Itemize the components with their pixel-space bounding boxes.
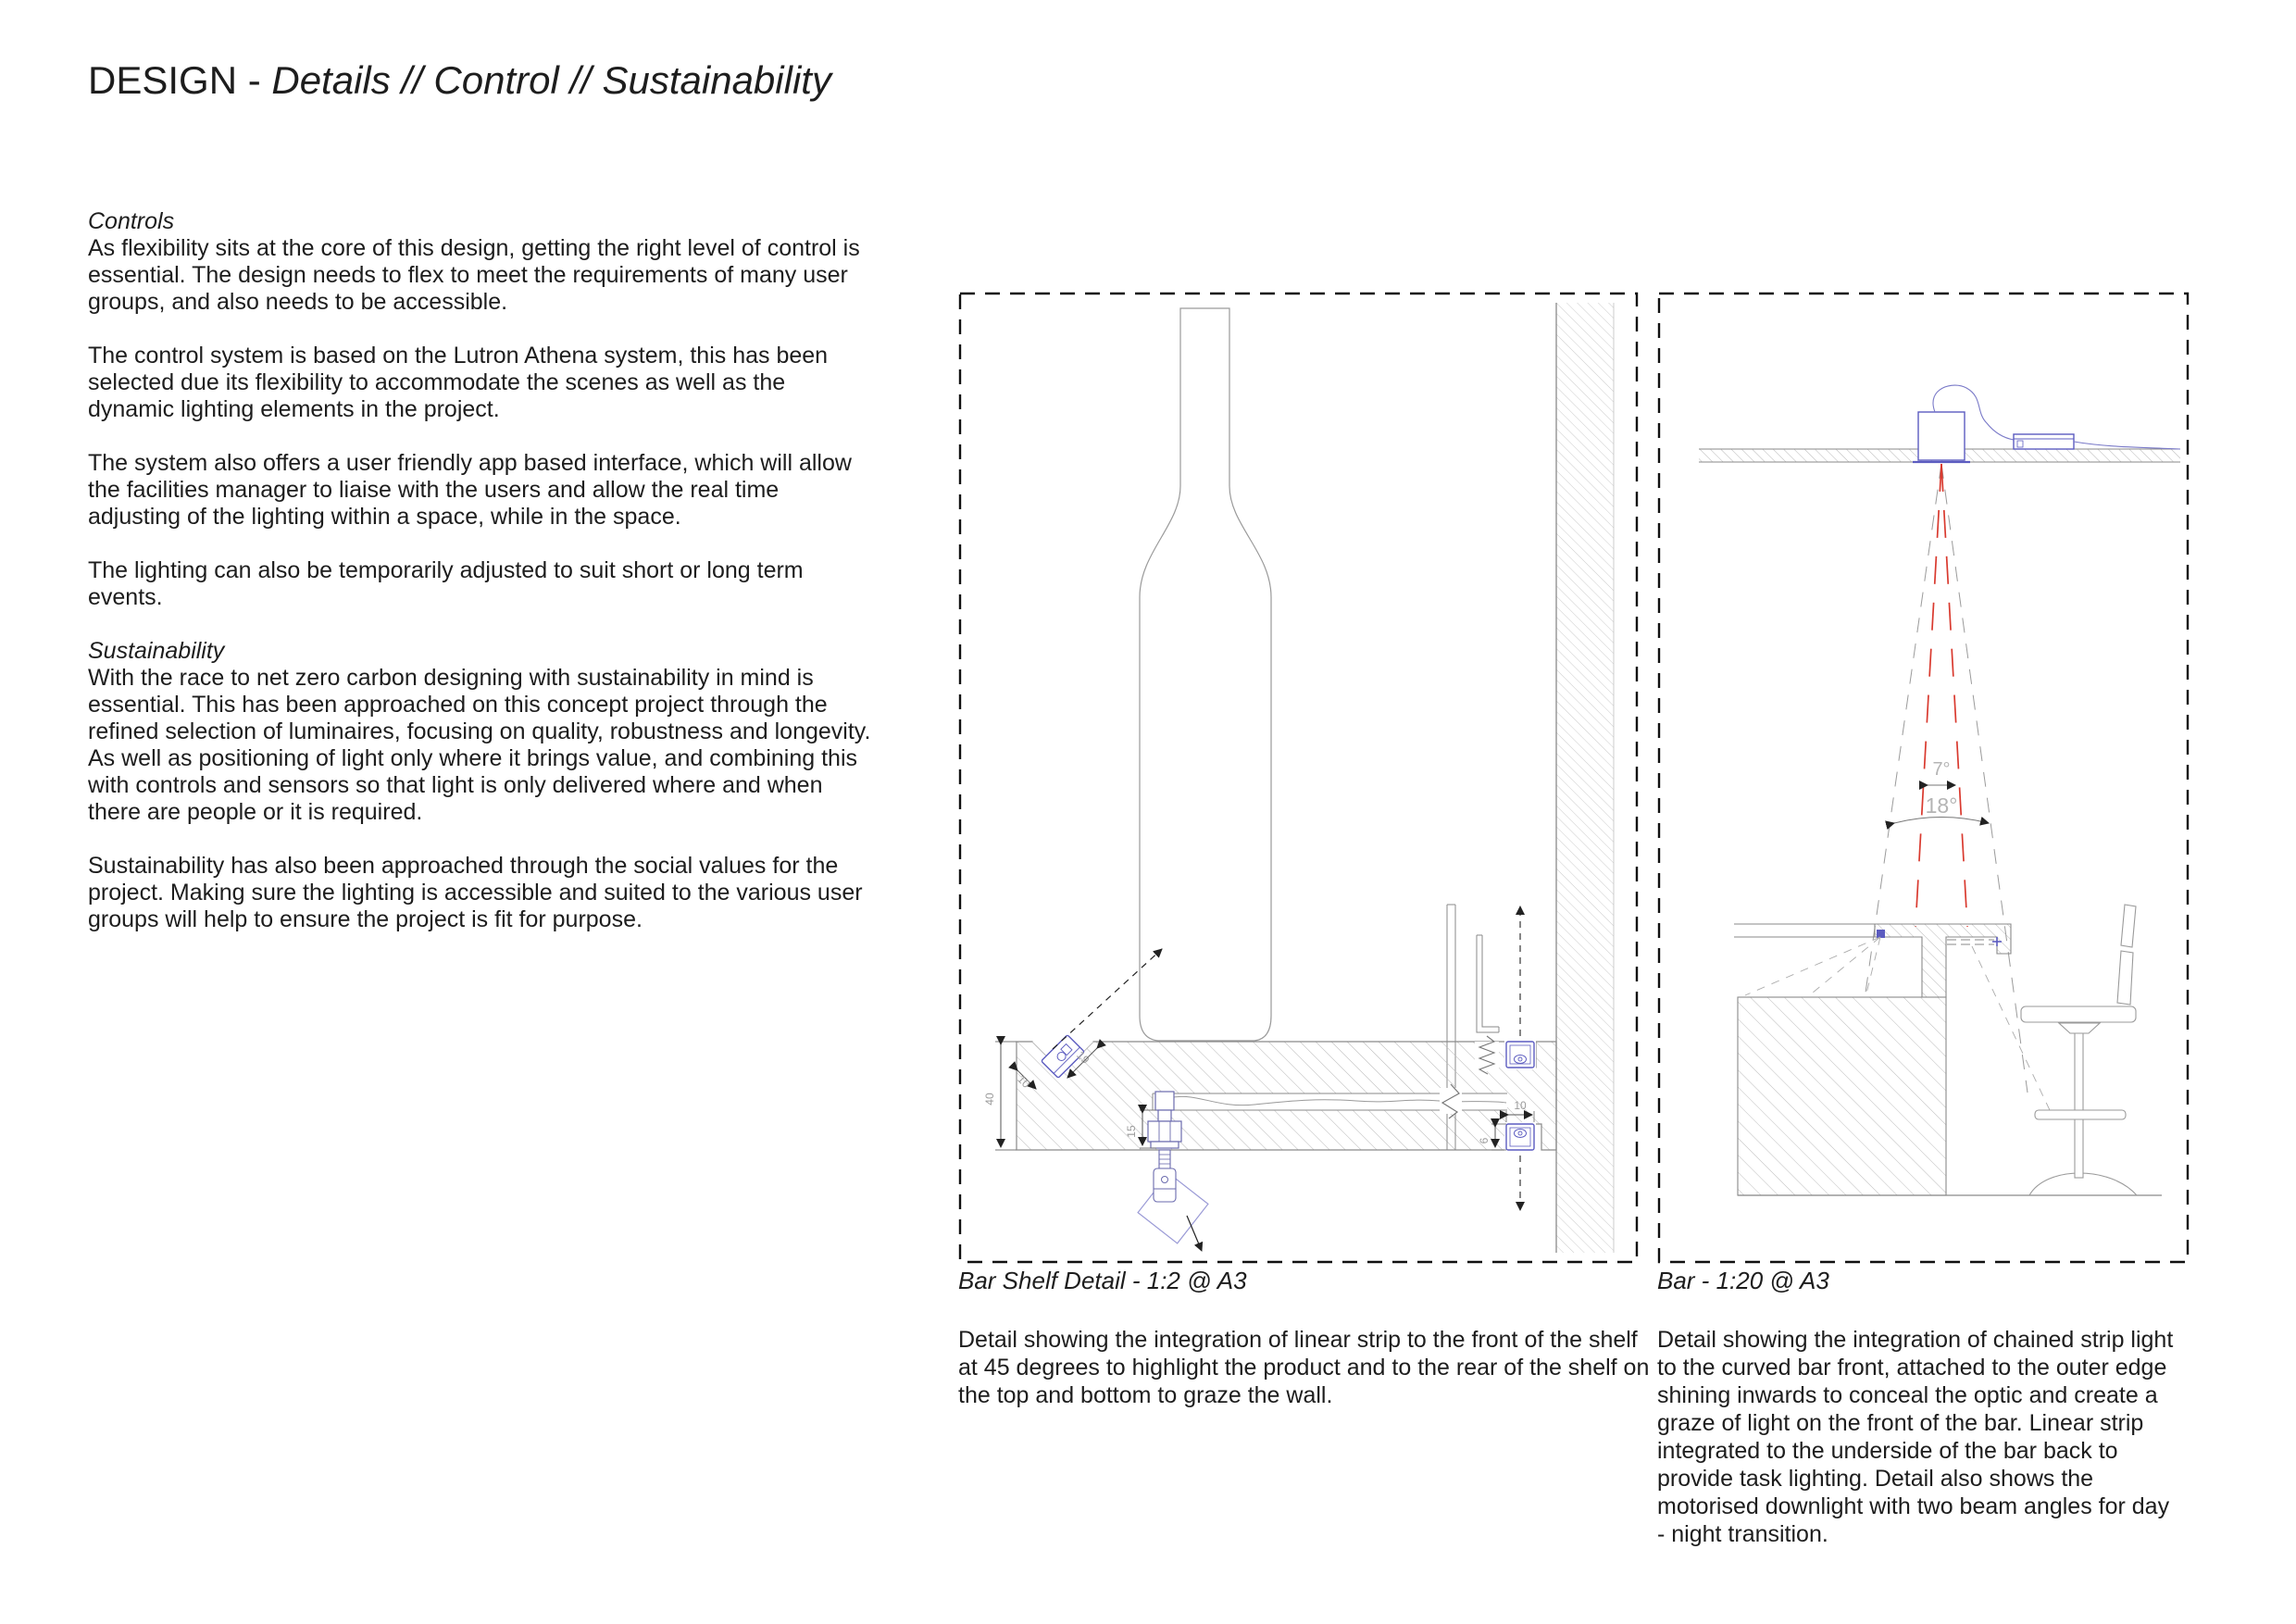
- caption-bar: Bar - 1:20 @ A3: [1657, 1267, 1829, 1294]
- svg-text:10: 10: [1015, 1072, 1033, 1091]
- stool-footrest: [2035, 1110, 2126, 1119]
- sustainability-paragraph-1: With the race to net zero carbon designing with sustainability in mind is essential. This has been approached on this concept project through the refined selection of luminaires, focusing on quality, robustness and longevity. As well as positioning of light only where it brings value, and combining this with controls and sensors so that light is only delivered where and when there are people or it is required.: [88, 665, 871, 825]
- motorised-downlight: [1913, 412, 1970, 462]
- bar-top-section: [1734, 924, 2011, 997]
- bar-base-block: [1738, 997, 1946, 1195]
- wide-beam-left: [1866, 464, 1941, 993]
- svg-text:10: 10: [1514, 1099, 1527, 1112]
- dim-shelf-depth: [983, 1042, 1017, 1150]
- svg-text:40: 40: [983, 1093, 996, 1106]
- bar-section-drawing: [1657, 292, 2190, 1264]
- sustainability-paragraph-2: Sustainability has also been approached through the social values for the project. Making sure the lighting is accessible and suited to the various user groups will help to ensure the project is fit for purpose.: [88, 853, 863, 932]
- stool-seat: [2021, 1006, 2136, 1022]
- svg-text:6: 6: [1478, 1137, 1491, 1144]
- controls-heading-text: Controls: [88, 208, 175, 234]
- bar-shelf-detail-drawing: [958, 292, 1639, 1264]
- controls-paragraph-3: The system also offers a user friendly app based interface, which will allow the facilities manager to liaise with the users and allow the real time adjusting of the lighting within a space, while in the space.: [88, 450, 852, 530]
- svg-text:18°: 18°: [1925, 793, 1958, 818]
- stool-backrest-lower: [2117, 951, 2133, 1005]
- stool-seat-bracket: [2059, 1023, 2100, 1033]
- sustainability-heading-text: Sustainability: [88, 638, 225, 664]
- caption-bar-shelf: Bar Shelf Detail - 1:2 @ A3: [958, 1267, 1247, 1294]
- stool-pole: [2075, 1028, 2083, 1178]
- page-title-regular: DESIGN -: [88, 58, 261, 102]
- dim-narrow-beam-angle: [1928, 759, 1955, 785]
- driver-box: [2014, 434, 2074, 449]
- narrow-beam-left: [1915, 464, 1941, 927]
- svg-text:7°: 7°: [1932, 759, 1951, 780]
- narrow-beam-right: [1941, 464, 1967, 927]
- figure-bar-shelf-detail: [958, 292, 1639, 1264]
- rear-top-strip-profile: [1504, 1040, 1536, 1069]
- wall-section: [1556, 303, 1614, 1253]
- cable-to-edge: [2074, 442, 2180, 449]
- description-bar: Detail showing the integration of chained strip light to the curved bar front, attached to the outer edge shining inwards to conceal the optic and create a graze of light on the front of the bar. Linear strip integrated to the underside of the bar back to provide task lighting. Detail also shows the motorised downlight with two beam angles for day - night transition.: [1657, 1327, 2174, 1547]
- controls-paragraph-1: As flexibility sits at the core of this design, getting the right level of control is essential. The design needs to flex to meet the requirements of many user groups, and also needs to be accessible.: [88, 235, 860, 315]
- task-light-strip: [1947, 937, 2002, 946]
- figure-bar-section: [1657, 292, 2190, 1264]
- dim-wide-beam-angle: [1894, 793, 1989, 823]
- bottle-outline: [1140, 308, 1271, 1041]
- page-title-italic: Details // Control // Sustainability: [271, 58, 831, 102]
- wide-beam-right: [1941, 464, 2028, 1093]
- svg-text:15: 15: [1125, 1125, 1138, 1138]
- controls-paragraph-4: The lighting can also be temporarily adjusted to suit short or long term events.: [88, 557, 804, 610]
- chained-strip-light: [1877, 930, 1885, 938]
- break-symbol-mask: [1440, 1088, 1462, 1114]
- controls-paragraph-2: The control system is based on the Lutron Athena system, this has been selected due its flexibility to accommodate the scenes as well as the dynamic lighting elements in the project.: [88, 343, 829, 422]
- stool-backrest-upper: [2121, 905, 2136, 947]
- page-title: [88, 57, 831, 104]
- rear-bottom-strip-profile: [1504, 1122, 1536, 1152]
- description-bar-shelf: Detail showing the integration of linear strip to the front of the shelf at 45 degrees to highlight the product and to the rear of the shelf on the top and bottom to graze the wall.: [958, 1327, 1650, 1408]
- fixing-bracket: [1477, 935, 1499, 1032]
- body-text-column: [88, 181, 875, 960]
- svg-text:19: 19: [1074, 1048, 1092, 1067]
- bar-stool: [2021, 905, 2137, 1195]
